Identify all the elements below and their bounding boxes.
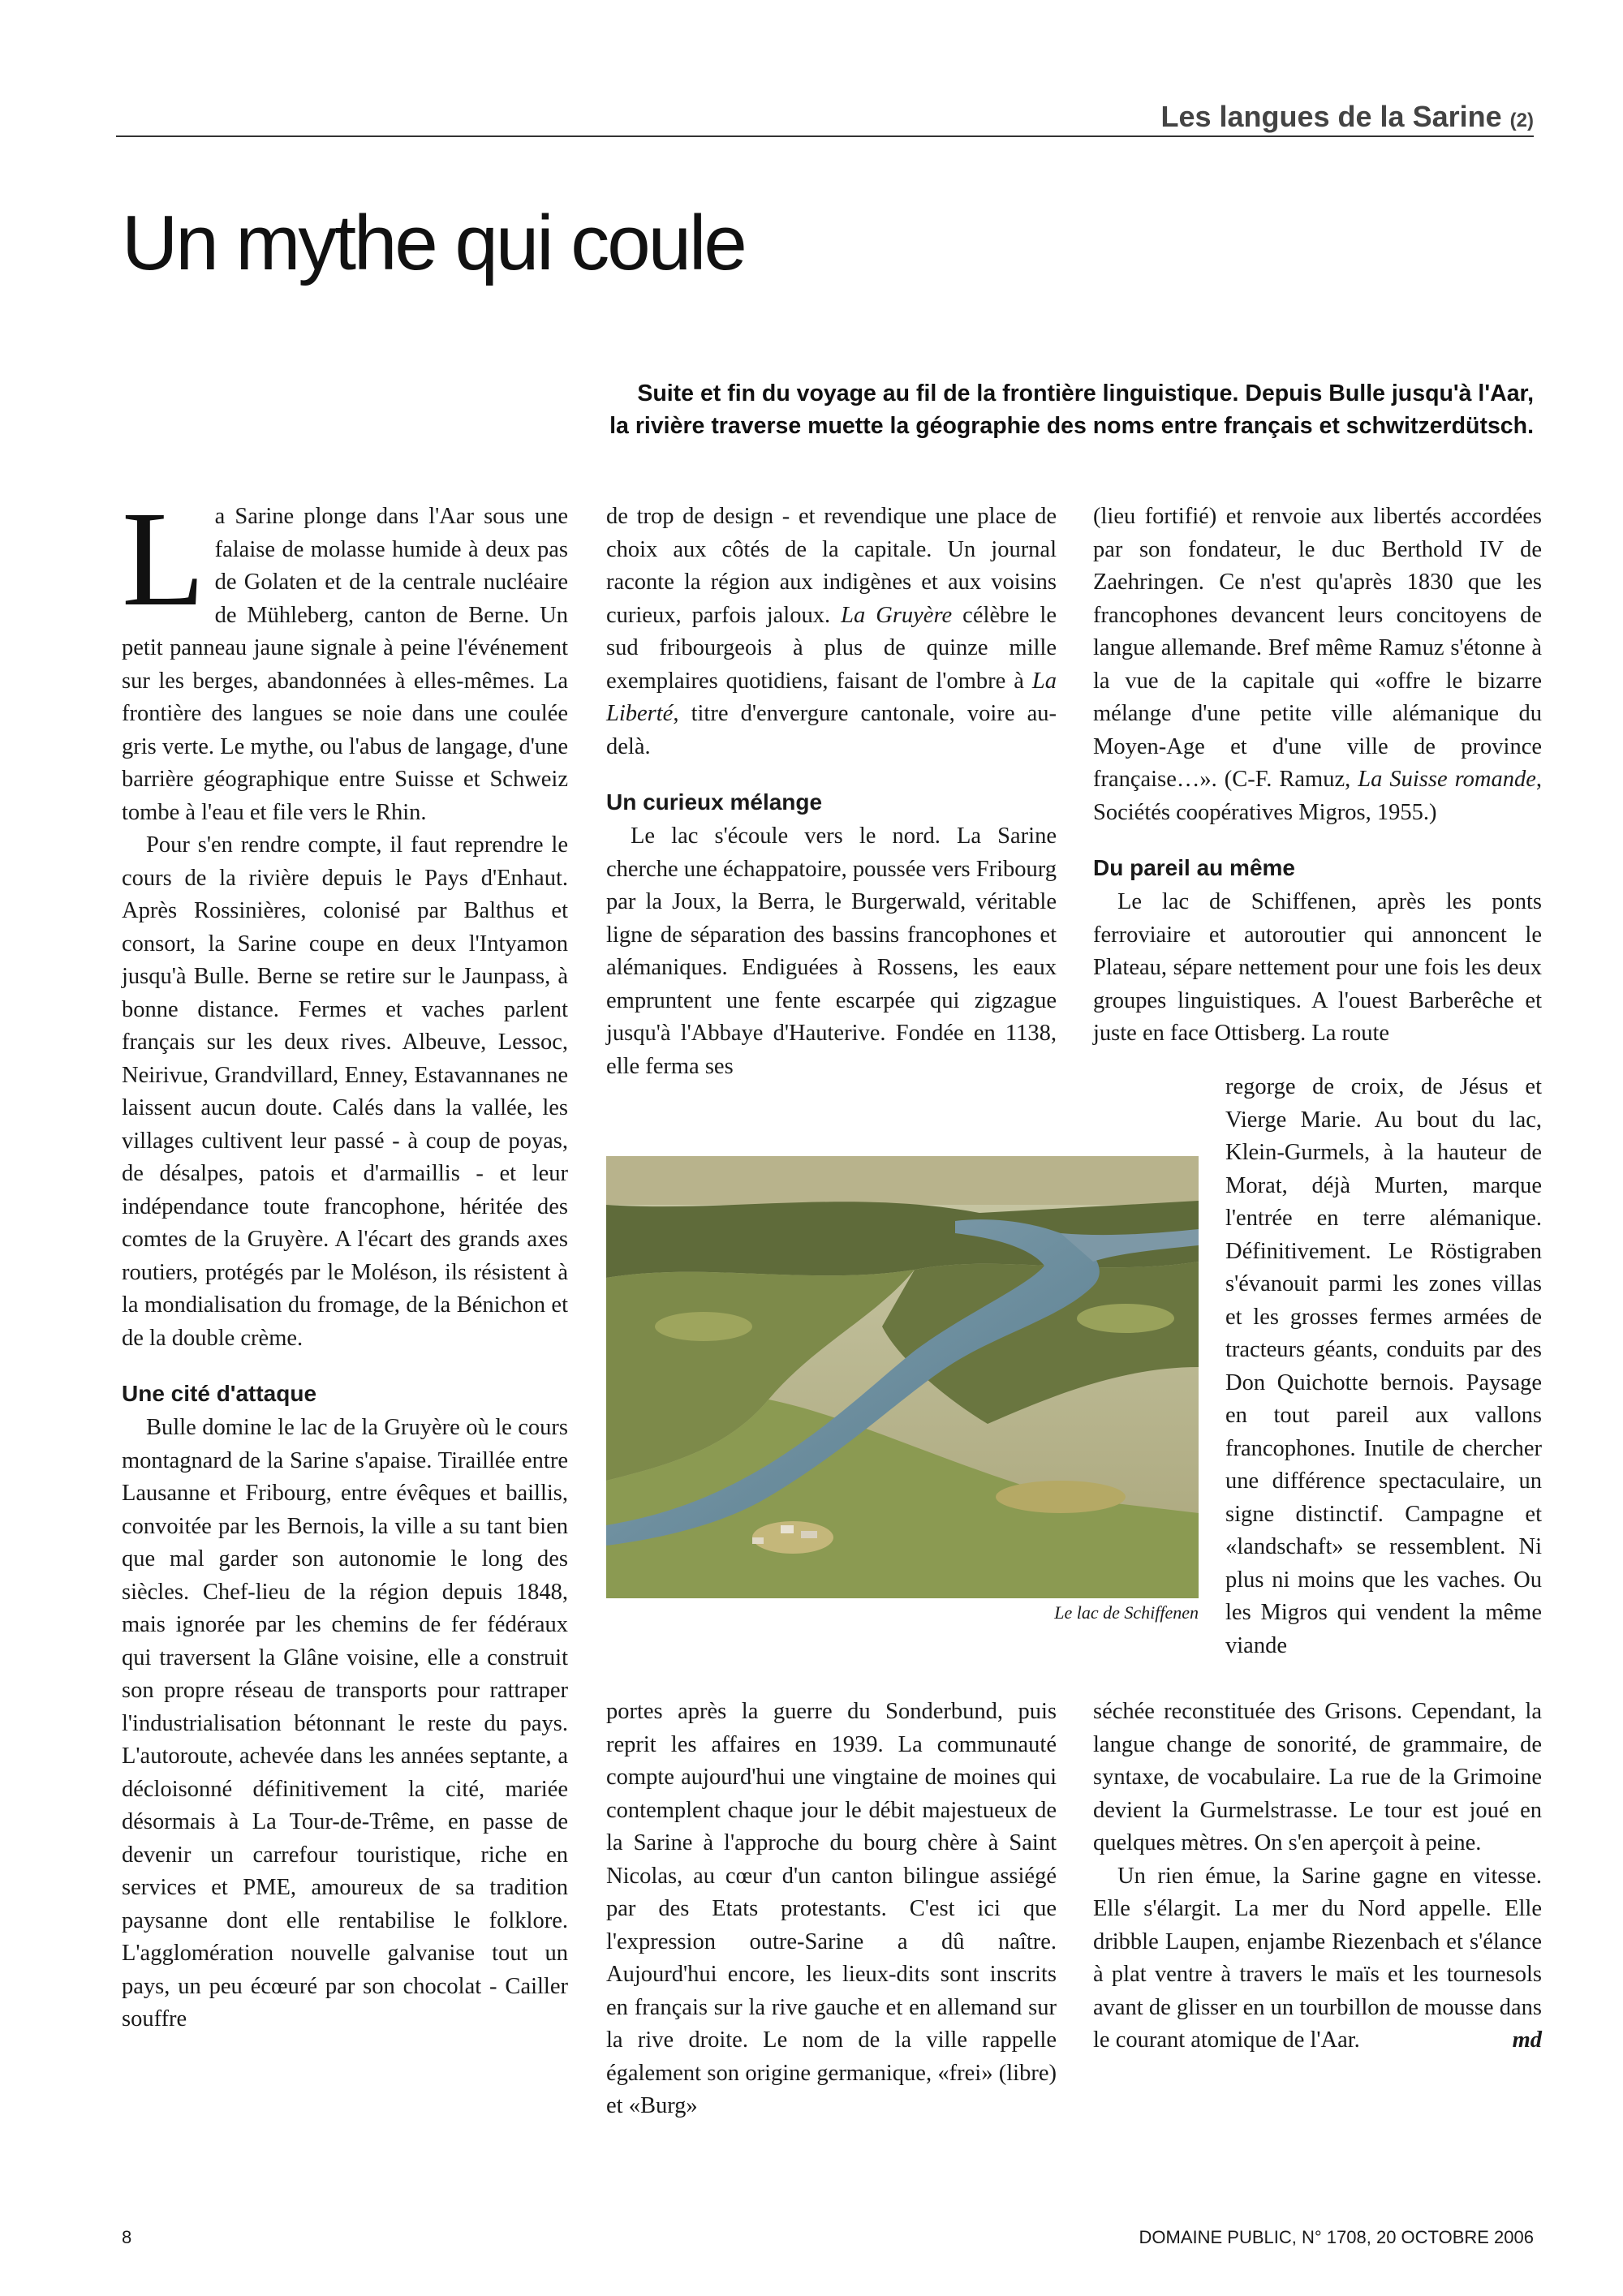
subheading: Un curieux mélange	[606, 789, 823, 815]
column-3-top	[1093, 501, 1542, 1051]
article-title: Un mythe qui coule	[122, 200, 745, 286]
column-2-bottom	[606, 1696, 1057, 2123]
paragraph: Un rien émue, la Sarine gagne en vitesse. Elle s'élargit. La mer du Nord appelle. Elle dribble Laupen, enjambe Riezenbach et s'élance à plat ventre à travers le maïs et les tournesols avant de glisser en un tourbillon de mousse dans le courant atomique de l'Aar. md	[1093, 1860, 1542, 2057]
column-3-bottom	[1093, 1696, 1542, 2057]
article-lead	[316, 377, 1534, 442]
paragraph: Bulle domine le lac de la Gruyère où le cours montagnard de la Sarine s'apaise. Tiraillée entre Lausanne et Fribourg, entre évêques et baillis, convoitée par les Bernois, la ville a su tant bien que mal garder son autonomie le long des siècles. Chef-lieu de la région depuis 1848, mais ignorée par les chemins de fer fédéraux qui traversent la Glâne voisine, elle a construit son propre réseau de transports pour rattraper l'industrialisation bétonnant le reste du pays. L'autoroute, achevée dans les années septante, a décloisonné définitivement la cité, mariée désormais à La Tour-de-Trême, en passe de devenir un carrefour touristique, riche en services et PME, amoureux de sa tradition paysanne dont elle rentabilise le folklore. L'agglomération nouvelle galvanise tout un pays, un peu écœuré par son chocolat - Cailler souffre	[122, 1415, 568, 2032]
column-3-narrow	[1225, 1071, 1542, 1662]
paragraph: de trop de design - et revendique une place de choix aux côtés de la capitale. Un journal raconte la région aux indigènes et aux voisins curieux, parfois jaloux. La Gruyère célèbre le sud fribourgeois à plus de quinze mille exemplaires quotidiens, faisant de l'ombre à La Liberté, titre d'envergure cantonale, voire au-delà.	[606, 504, 1057, 759]
publication-info: DOMAINE PUBLIC, N° 1708, 20 OCTOBRE 2006	[1139, 2227, 1534, 2247]
paragraph: regorge de croix, de Jésus et Vierge Marie. Au bout du lac, Klein-Gurmels, à la hauteur de Morat, déjà Murten, marque l'entrée en terre alémanique. Définitivement. Le Röstigraben s'évanouit parmi les zones villas et les grosses fermes armées de tracteurs géants, conduits par des Don Quichotte bernois. Paysage en tout pareil aux vallons francophones. Inutile de chercher une différence spectaculaire, un signe distinctif. Campagne et «landschaft» se ressemblent. Ni plus ni moins que les vaches. Ou les Migros qui vendent la même viande	[1225, 1074, 1542, 1658]
paragraph: (lieu fortifié) et renvoie aux libertés accordées par son fondateur, le duc Berthold IV de Zaehringen. Ce n'est qu'après 1830 que les francophones devancent leurs concitoyens de langue allemande. Bref même Ramuz s'étonne à la vue de la capitale qui «offre le bizarre mélange d'une petite ville alémanique du Moyen-Age et d'une ville de province française…». (C-F. Ramuz, La Suisse romande, Sociétés coopératives Migros, 1955.)	[1093, 504, 1542, 825]
section-title: Les langues de la Sarine (2)	[1160, 100, 1534, 133]
paragraph: Le lac s'écoule vers le nord. La Sarine cherche une échappatoire, poussée vers Fribourg par la Joux, la Berra, le Burgerwald, véritable ligne de séparation des bassins francophones et alémaniques. Endiguées à Rossens, les eaux empruntent une fente escarpée qui zigzague jusqu'à l'Abbaye d'Hauterive. Fondée en 1138, elle ferma ses	[606, 823, 1057, 1079]
paragraph: Pour s'en rendre compte, il faut reprendre le cours de la rivière depuis le Pays d'Enhaut. Après Rossinières, colonisé par Balthus et consort, la Sarine coupe en deux l'Intyamon jusqu'à Bulle. Berne se retire sur le Jaunpass, à bonne distance. Fermes et vaches parlent français sur les deux rives. Albeuve, Lessoc, Neirivue, Grandvillard, Enney, Estavannanes ne laissent aucun doute. Calés dans la vallée, les villages cultivent leur passé - à coup de poyas, de désalpes, patois et d'armaillis - et leur indépendance toute francophone, héritée des comtes de la Gruyère. A l'écart des grands axes routiers, protégés par le Moléson, ils résistent à la mondialisation du fromage, de la Bénichon et de la double crème.	[122, 832, 568, 1351]
page-number: 8	[122, 2227, 132, 2247]
paragraph: portes après la guerre du Sonderbund, puis reprit les affaires en 1939. La communauté compte aujourd'hui une vingtaine de moines qui contemplent chaque jour le débit majestueux de la Sarine à l'approche du bourg chère à Saint Nicolas, au cœur d'un canton bilingue assiégé par des Etats protestants. C'est ici que l'expression outre-Sarine a dû naître. Aujourd'hui encore, les lieux-dits sont inscrits en français sur la rive gauche et en allemand sur la rive droite. Le nom de la ville rappelle également son origine germanique, «frei» (libre) et «Burg»	[606, 1699, 1057, 2118]
subheading: Une cité d'attaque	[122, 1381, 317, 1406]
author-signature: md	[1512, 2027, 1542, 2053]
paragraph: Le lac de Schiffenen, après les ponts ferroviaire et autoroutier qui annoncent le Plateau, sépare nettement pour une fois les deux groupes linguistiques. A l'ouest Barberêche et juste en face Ottisberg. La route	[1093, 889, 1542, 1046]
column-2-top	[606, 501, 1057, 1083]
paragraph: séchée reconstituée des Grisons. Cependant, la langue change de sonorité, de grammaire, de syntaxe, de vocabulaire. La rue de la Grimoine devient la Gurmelstrasse. Le tour est joué en quelques mètres. On s'en aperçoit à peine.	[1093, 1699, 1542, 1855]
lead-line-1: Suite et fin du voyage au fil de la frontière linguistique. Depuis Bulle jusqu'à l'Aar,	[637, 381, 1534, 406]
section-header	[116, 101, 1534, 137]
drop-cap: L	[122, 484, 205, 634]
lake-photo	[606, 1156, 1199, 1598]
photo-caption: Le lac de Schiffenen	[1054, 1602, 1199, 1623]
lead-line-2: la rivière traverse muette la géographie des noms entre français et schwitzerdütsch.	[609, 413, 1534, 439]
column-1	[122, 484, 568, 2036]
section-part: (2)	[1509, 110, 1534, 131]
subheading: Du pareil au même	[1093, 855, 1295, 880]
paragraph: La Sarine plonge dans l'Aar sous une falaise de molasse humide à deux pas de Golaten et de la centrale nucléaire de Mühleberg, canton de Berne. Un petit panneau jaune signale à peine l'événement sur les berges, abandonnées à elles-mêmes. La frontière des langues se noie dans une coulée gris verte. Le mythe, ou l'abus de langage, d'une barrière géographique entre Suisse et Schweiz tombe à l'eau et file vers le Rhin.	[122, 484, 568, 825]
